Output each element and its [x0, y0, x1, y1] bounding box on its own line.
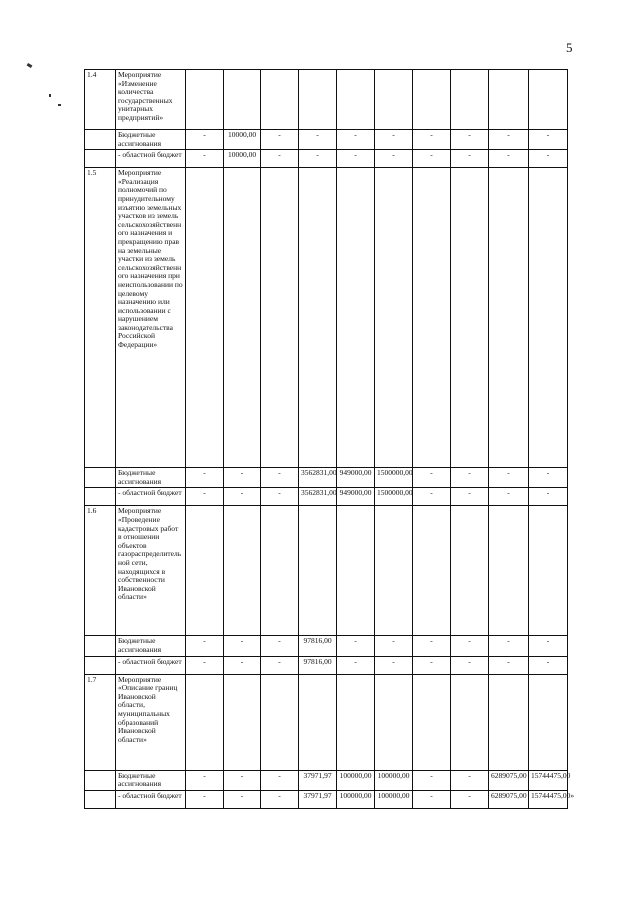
amount-cell: - [529, 130, 568, 150]
row-number [85, 468, 116, 488]
amount-cell: - [451, 150, 489, 168]
amount-cell [337, 70, 375, 130]
amount-cell [413, 70, 451, 130]
event-row [85, 70, 568, 130]
amount-cell: - [413, 656, 451, 674]
amount-cell [529, 506, 568, 636]
amount-cell [261, 506, 299, 636]
amount-cell [413, 168, 451, 468]
amount-cell: - [489, 468, 529, 488]
amount-cell: - [413, 790, 451, 808]
amount-cell: - [413, 636, 451, 656]
budget-row [85, 130, 568, 150]
scan-mark [27, 63, 33, 68]
amount-cell: - [529, 488, 568, 506]
amount-cell: 97816,00 [299, 656, 337, 674]
amount-cell [299, 168, 337, 468]
amount-cell [489, 674, 529, 770]
amount-cell: - [375, 656, 413, 674]
amount-cell: - [375, 150, 413, 168]
amount-cell [451, 506, 489, 636]
amount-cell [451, 70, 489, 130]
amount-cell: - [489, 488, 529, 506]
amount-cell: - [451, 468, 489, 488]
amount-cell [186, 674, 224, 770]
amount-cell: - [224, 468, 261, 488]
amount-cell [224, 506, 261, 636]
amount-cell: - [224, 790, 261, 808]
budget-table [84, 69, 575, 809]
event-row [85, 506, 568, 636]
amount-cell: - [261, 468, 299, 488]
amount-cell [375, 674, 413, 770]
event-row [85, 168, 568, 468]
row-number: 1.4 [85, 70, 116, 130]
funding-source: - областной бюджет [116, 488, 186, 506]
amount-cell: 1500000,00 [375, 488, 413, 506]
amount-cell: - [529, 150, 568, 168]
row-number: 1.6 [85, 506, 116, 636]
amount-cell: - [413, 468, 451, 488]
amount-cell: - [337, 130, 375, 150]
amount-cell [375, 70, 413, 130]
amount-cell: 100000,00 [375, 790, 413, 808]
amount-cell: - [186, 130, 224, 150]
funding-source: - областной бюджет [116, 790, 186, 808]
amount-cell [261, 70, 299, 130]
amount-cell: - [261, 656, 299, 674]
budget-row [85, 468, 568, 488]
amount-cell [224, 674, 261, 770]
amount-cell [186, 70, 224, 130]
amount-cell: 3562831,00 [299, 488, 337, 506]
amount-cell: 3562831,00 [299, 468, 337, 488]
row-number [85, 488, 116, 506]
row-number: 1.7 [85, 674, 116, 770]
amount-cell: - [413, 150, 451, 168]
amount-cell: - [529, 636, 568, 656]
amount-cell: - [375, 130, 413, 150]
funding-source: - областной бюджет [116, 150, 186, 168]
amount-cell [489, 506, 529, 636]
amount-cell [337, 674, 375, 770]
amount-cell: 100000,00 [337, 790, 375, 808]
amount-cell [413, 674, 451, 770]
amount-cell: - [413, 130, 451, 150]
row-number [85, 790, 116, 808]
amount-cell: 1500000,00 [375, 468, 413, 488]
scan-mark [49, 94, 51, 97]
amount-cell [529, 168, 568, 468]
amount-cell: - [337, 150, 375, 168]
amount-cell [489, 168, 529, 468]
amount-cell: - [224, 636, 261, 656]
amount-cell: - [451, 656, 489, 674]
amount-cell: - [489, 130, 529, 150]
amount-cell [375, 506, 413, 636]
amount-cell [451, 674, 489, 770]
amount-cell: - [451, 770, 489, 790]
amount-cell [489, 70, 529, 130]
amount-cell [299, 70, 337, 130]
row-number [85, 150, 116, 168]
amount-cell [299, 506, 337, 636]
amount-cell: - [186, 150, 224, 168]
funding-source: - областной бюджет [116, 656, 186, 674]
amount-cell [261, 168, 299, 468]
amount-cell: - [186, 636, 224, 656]
event-description: Мероприятие «Реализация полномочий по принудительному изъятию земельных участков из земель сельскохозяйственного назначения и прекращению прав на земельные участки из земель сельскохозяйственного назначения при неиспользовании по целевому назначению или использовании с нарушением законодательства Российской Федерации» [116, 168, 186, 468]
amount-cell: - [299, 150, 337, 168]
amount-cell [337, 506, 375, 636]
amount-cell [529, 70, 568, 130]
scan-mark [58, 104, 61, 106]
event-description: Мероприятие «Проведение кадастровых работ в отношении объектов газораспределительной сети, находящихся в собственности Ивановской области» [116, 506, 186, 636]
amount-cell: - [186, 488, 224, 506]
amount-cell: - [489, 656, 529, 674]
amount-cell: 100000,00 [337, 770, 375, 790]
amount-cell [299, 674, 337, 770]
amount-cell: 97816,00 [299, 636, 337, 656]
row-number [85, 656, 116, 674]
amount-cell: 15744475,00» [529, 790, 568, 808]
amount-cell [375, 168, 413, 468]
budget-row [85, 636, 568, 656]
funding-source: Бюджетные ассигнования [116, 770, 186, 790]
amount-cell: - [224, 656, 261, 674]
budget-row [85, 656, 568, 674]
amount-cell: - [186, 770, 224, 790]
row-number: 1.5 [85, 168, 116, 468]
amount-cell: - [261, 790, 299, 808]
event-description: Мероприятие «Изменение количества государственных унитарных предприятий» [116, 70, 186, 130]
funding-source: Бюджетные ассигнования [116, 468, 186, 488]
amount-cell: 37971,97 [299, 770, 337, 790]
amount-cell: - [261, 150, 299, 168]
event-row [85, 674, 568, 770]
amount-cell: 37971,97 [299, 790, 337, 808]
amount-cell [451, 168, 489, 468]
amount-cell [224, 168, 261, 468]
budget-row [85, 150, 568, 168]
budget-row [85, 790, 568, 808]
row-number [85, 636, 116, 656]
amount-cell [413, 506, 451, 636]
amount-cell: - [299, 130, 337, 150]
amount-cell: - [186, 656, 224, 674]
amount-cell: - [529, 468, 568, 488]
amount-cell [186, 168, 224, 468]
amount-cell: - [451, 790, 489, 808]
amount-cell: - [529, 656, 568, 674]
amount-cell: 6289075,00 [489, 770, 529, 790]
budget-row [85, 770, 568, 790]
amount-cell: - [261, 488, 299, 506]
amount-cell: - [375, 636, 413, 656]
event-description: Мероприятие «Описание границ Ивановской области, муниципальных образований Ивановской области» [116, 674, 186, 770]
amount-cell: - [186, 790, 224, 808]
amount-cell: - [261, 770, 299, 790]
amount-cell: - [413, 770, 451, 790]
amount-cell: 6289075,00 [489, 790, 529, 808]
funding-source: Бюджетные ассигнования [116, 130, 186, 150]
amount-cell: - [337, 656, 375, 674]
amount-cell: - [224, 770, 261, 790]
amount-cell [261, 674, 299, 770]
amount-cell: 10000,00 [224, 130, 261, 150]
amount-cell: - [224, 488, 261, 506]
amount-cell: 949000,00 [337, 488, 375, 506]
amount-cell: - [413, 488, 451, 506]
amount-cell [529, 674, 568, 770]
amount-cell: 949000,00 [337, 468, 375, 488]
amount-cell: 100000,00 [375, 770, 413, 790]
amount-cell: 10000,00 [224, 150, 261, 168]
amount-cell [337, 168, 375, 468]
amount-cell: - [451, 488, 489, 506]
amount-cell: - [186, 468, 224, 488]
funding-source: Бюджетные ассигнования [116, 636, 186, 656]
row-number [85, 770, 116, 790]
amount-cell: - [261, 130, 299, 150]
amount-cell: - [489, 150, 529, 168]
page-number: 5 [566, 40, 573, 55]
amount-cell: - [451, 636, 489, 656]
amount-cell [224, 70, 261, 130]
amount-cell [186, 506, 224, 636]
amount-cell: 15744475,00 [529, 770, 568, 790]
amount-cell: - [261, 636, 299, 656]
budget-row [85, 488, 568, 506]
row-number [85, 130, 116, 150]
amount-cell: - [489, 636, 529, 656]
amount-cell: - [337, 636, 375, 656]
amount-cell: - [451, 130, 489, 150]
